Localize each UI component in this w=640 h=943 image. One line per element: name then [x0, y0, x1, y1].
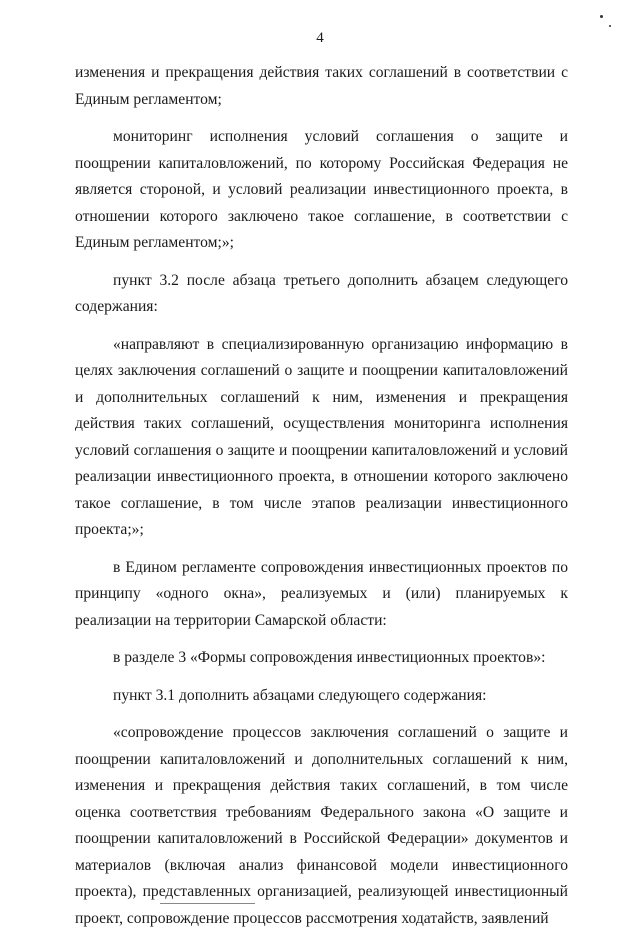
paragraph: мониторинг исполнения условий соглашения о защите и поощрении капиталовложений, по которому Российская Федерация не является стороной, и условий реализации инвестиционного проекта, в отношении которого заключено такое соглашение, в соответствии с Единым регламентом;»; [75, 128, 568, 251]
paragraph: «направляют в специализированную организацию информацию в целях заключения соглашений о защите и поощрении капиталовложений и дополнительных соглашений к ним, изменения и прекращения действия таких соглашений, осуществления мониторинга исполнения условий соглашения о защите и поощрении капиталовложений и условий реализации инвестиционного проекта, в отношении которого заключено такое соглашение, в том числе этапов реализации инвестиционного проекта;»; [75, 335, 568, 538]
scan-artifact-line [160, 903, 255, 904]
scan-artifact-dot [600, 15, 603, 18]
paragraph: в Едином регламенте сопровождения инвестиционных проектов по принципу «одного окна», реализуемых и (или) планируемых к реализации на территории Самарской области: [75, 558, 568, 629]
document-body [75, 60, 568, 943]
scan-artifact-dot [609, 25, 611, 27]
paragraph: пункт 3.2 после абзаца третьего дополнить абзацем следующего содержания: [75, 271, 568, 315]
paragraph: в разделе 3 «Формы сопровождения инвестиционных проектов»: [113, 649, 546, 666]
paragraph: «сопровождение процессов заключения соглашений о защите и поощрении капиталовложений и дополнительных соглашений к ним, изменения и прекращения действия таких соглашений, в том числе оценка соответствия требованиям Федерального закона «О защите и поощрении капиталовложений в Российской Федерации» документов и материалов (включая анализ финансовой модели инвестиционного проекта), представленных организацией, реализующей инвестиционный проект, сопровождение процессов рассмотрения ходатайств, заявлений [75, 724, 568, 927]
paragraph: пункт 3.1 дополнить абзацами следующего содержания: [113, 686, 487, 704]
page-number: 4 [316, 30, 324, 46]
paragraph: изменения и прекращения действия таких соглашений в соответствии с Единым регламентом; [75, 64, 568, 108]
